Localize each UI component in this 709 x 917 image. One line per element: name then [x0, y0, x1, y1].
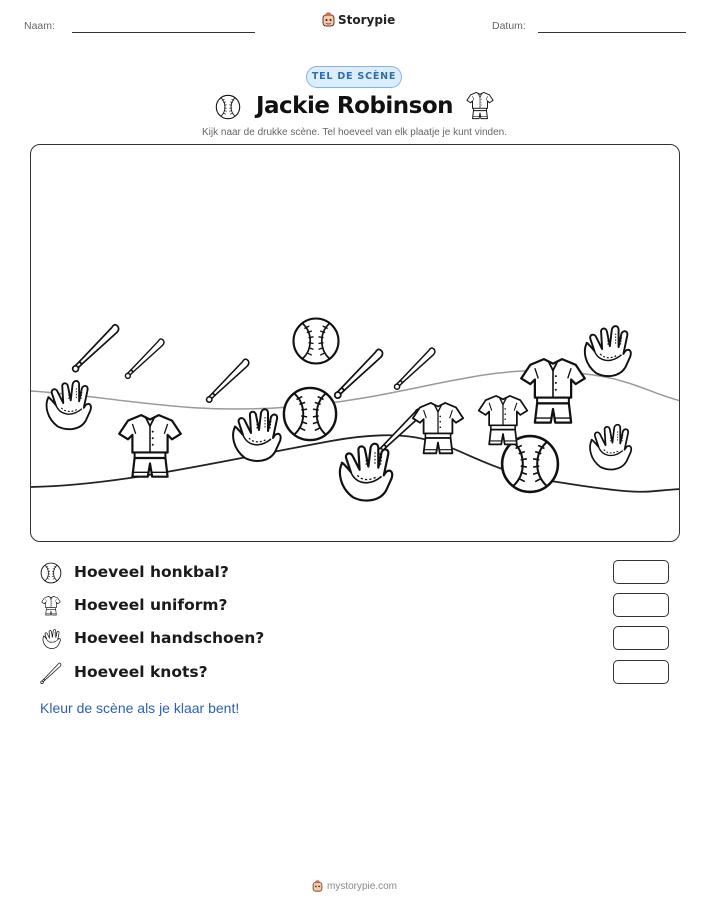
uniform-icon: [466, 90, 494, 122]
question-text: Hoeveel uniform?: [74, 596, 228, 614]
date-field[interactable]: [538, 32, 686, 33]
footer: [0, 880, 709, 892]
page-title: Jackie Robinson: [255, 93, 454, 119]
bat-icon: [125, 339, 164, 378]
date-label: Datum:: [492, 20, 526, 32]
uniform-icon: [521, 359, 584, 422]
baseball-icon: [294, 319, 339, 364]
glove-icon: [340, 444, 392, 501]
question-text: Hoeveel knots?: [74, 663, 208, 681]
counting-scene: [30, 144, 680, 542]
baseball-icon: [40, 562, 62, 584]
uniform-icon: [40, 595, 62, 617]
answer-box[interactable]: [613, 626, 669, 650]
name-field[interactable]: [72, 32, 255, 33]
instructions: Kijk naar de drukke scène. Tel hoeveel van elk plaatje je kunt vinden.: [201, 127, 507, 138]
storypie-logo-icon: [322, 12, 335, 27]
question-row: [40, 626, 670, 652]
glove-icon: [590, 425, 631, 470]
activity-badge: TEL DE SCÈNE: [306, 66, 402, 88]
uniform-icon: [413, 403, 463, 453]
answer-box[interactable]: [613, 560, 669, 584]
scene-illustration: [31, 145, 680, 542]
baseball-icon: [284, 388, 336, 440]
answer-box[interactable]: [613, 593, 669, 617]
glove-icon: [585, 326, 631, 376]
glove-icon: [233, 409, 281, 461]
storypie-logo-icon: [312, 880, 323, 892]
uniform-icon: [119, 415, 181, 477]
bat-icon: [73, 325, 119, 372]
question-text: Hoeveel handschoen?: [74, 629, 265, 647]
brand-name: Storypie: [338, 12, 396, 27]
coloring-note: Kleur de scène als je klaar bent!: [40, 700, 240, 716]
bat-icon: [40, 662, 62, 684]
footer-url[interactable]: mystorypie.com: [326, 880, 397, 892]
brand-logo: [322, 12, 395, 27]
glove-icon: [40, 628, 62, 650]
glove-icon: [47, 381, 91, 429]
question-row: [40, 560, 670, 586]
bat-icon: [207, 359, 249, 402]
name-label: Naam:: [24, 20, 55, 32]
bat-icon: [394, 348, 434, 389]
question-row: [40, 593, 670, 619]
question-row: [40, 660, 670, 686]
answer-box[interactable]: [613, 660, 669, 684]
bat-icon: [335, 349, 383, 398]
question-text: Hoeveel honkbal?: [74, 563, 229, 581]
